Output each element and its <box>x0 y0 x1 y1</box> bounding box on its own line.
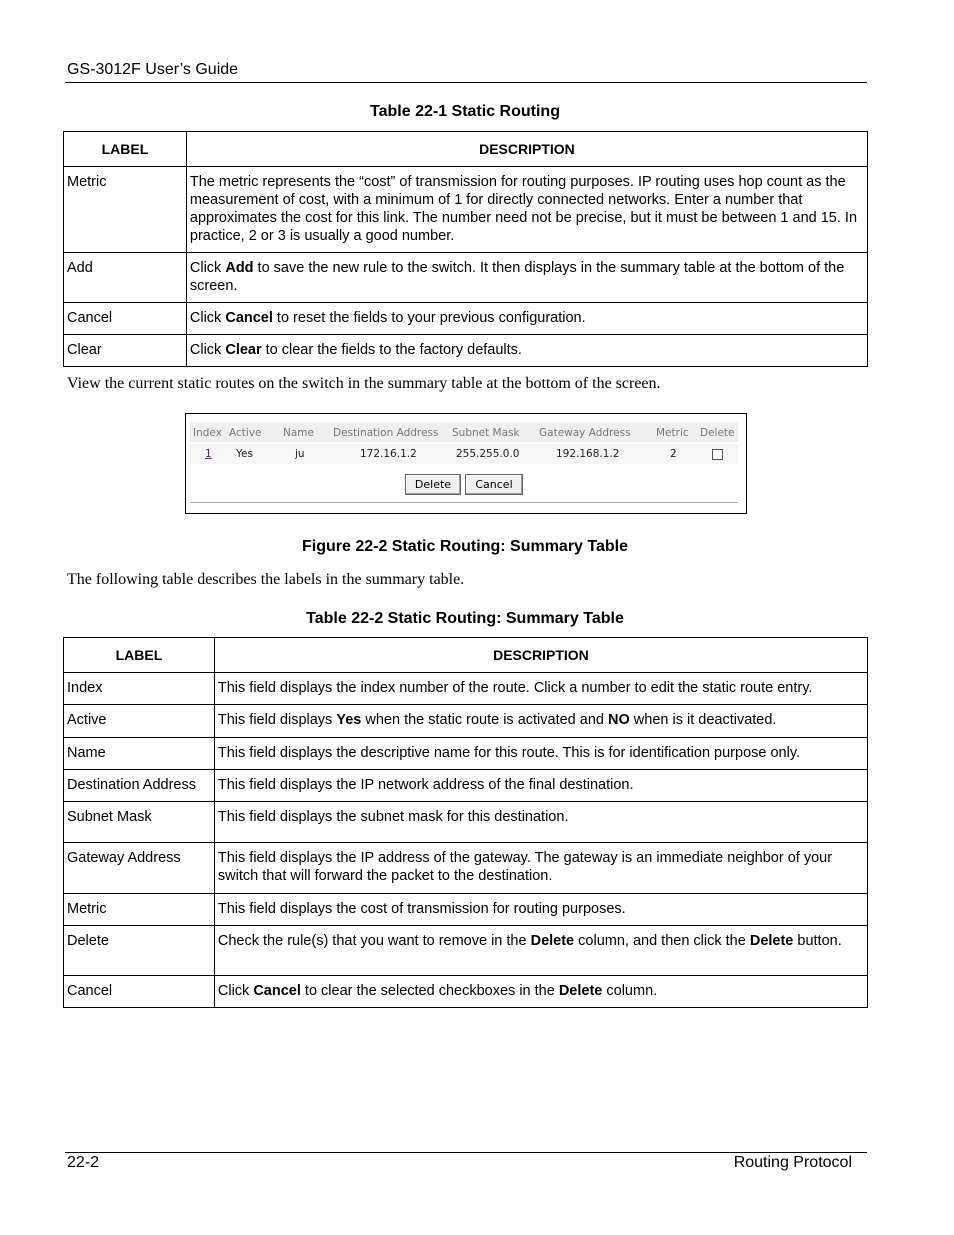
table2 <box>63 637 868 1008</box>
table-row <box>64 253 868 303</box>
table-row <box>64 926 868 976</box>
table-row <box>64 976 868 1008</box>
table2-caption: Table 22-2 Static Routing: Summary Table <box>306 610 624 627</box>
row-description: This field displays Yes when the static route is activated and NO when is it deactivated. <box>214 705 867 738</box>
route-gateway: 192.168.1.2 <box>556 448 620 460</box>
route-delete-checkbox[interactable] <box>712 449 723 460</box>
row-label: Gateway Address <box>64 843 215 894</box>
table-row <box>64 673 868 705</box>
header-title: GS-3012F User’s Guide <box>67 61 239 78</box>
row-description: Click Cancel to reset the fields to your previous configuration. <box>186 303 867 335</box>
summary-route-row <box>190 444 738 464</box>
figure-divider <box>190 502 738 503</box>
row-description: This field displays the cost of transmission for routing purposes. <box>214 894 867 926</box>
row-label: Clear <box>64 335 187 367</box>
row-description: This field displays the subnet mask for this destination. <box>214 802 867 843</box>
table-row <box>64 167 868 253</box>
row-description: Click Clear to clear the fields to the factory defaults. <box>186 335 867 367</box>
row-label: Metric <box>64 894 215 926</box>
row-description: This field displays the IP address of the gateway. The gateway is an immediate neighbor of your switch that will forward the packet to the destination. <box>214 843 867 894</box>
row-label: Subnet Mask <box>64 802 215 843</box>
row-label: Active <box>64 705 215 738</box>
row-label: Add <box>64 253 187 303</box>
row-description: The metric represents the “cost” of transmission for routing purposes. IP routing uses hop count as the measurement of cost, with a minimum of 1 for directly connected networks. Enter a number that approximates the cost for this link. The number need not be precise, but it must be between 1 and 15. In practice, 2 or 3 is usually a good number. <box>186 167 867 253</box>
row-label: Destination Address <box>64 770 215 802</box>
route-index-link[interactable]: 1 <box>205 448 212 460</box>
table1 <box>63 131 868 367</box>
header-gateway: Gateway Address <box>539 427 631 439</box>
table1-caption: Table 22-1 Static Routing <box>370 103 560 120</box>
row-description: This field displays the IP network address of the final destination. <box>214 770 867 802</box>
table-row <box>64 894 868 926</box>
route-metric: 2 <box>670 448 677 460</box>
row-description: This field displays the index number of the route. Click a number to edit the static route entry. <box>214 673 867 705</box>
table-row <box>64 738 868 770</box>
table2-description-header: DESCRIPTION <box>214 638 867 673</box>
footer-rule <box>65 1152 867 1153</box>
row-label: Metric <box>64 167 187 253</box>
header-subnet: Subnet Mask <box>452 427 520 439</box>
row-description: Click Add to save the new rule to the switch. It then displays in the summary table at the bottom of the screen. <box>186 253 867 303</box>
delete-button[interactable]: Delete <box>405 474 461 495</box>
table-row <box>64 843 868 894</box>
header-index: Index <box>193 427 222 439</box>
route-active: Yes <box>236 448 253 460</box>
row-label: Delete <box>64 926 215 976</box>
header-rule <box>65 82 867 83</box>
row-description: Click Cancel to clear the selected checkboxes in the Delete column. <box>214 976 867 1008</box>
header-destination: Destination Address <box>333 427 439 439</box>
table2-label-header: LABEL <box>64 638 215 673</box>
table-row <box>64 770 868 802</box>
table1-description-header: DESCRIPTION <box>186 132 867 167</box>
row-label: Cancel <box>64 303 187 335</box>
chapter-title: Routing Protocol <box>733 1154 852 1171</box>
page-number: 22-2 <box>67 1154 100 1171</box>
summary-table-screenshot <box>185 413 747 514</box>
row-label: Index <box>64 673 215 705</box>
table1-label-header: LABEL <box>64 132 187 167</box>
route-destination: 172.16.1.2 <box>360 448 417 460</box>
intro-paragraph: View the current static routes on the switch in the summary table at the bottom of the screen. <box>67 375 661 392</box>
table-row <box>64 303 868 335</box>
table-row <box>64 802 868 843</box>
header-active: Active <box>229 427 262 439</box>
table-row <box>64 705 868 738</box>
header-name: Name <box>283 427 314 439</box>
table-row <box>64 335 868 367</box>
row-label: Cancel <box>64 976 215 1008</box>
header-metric: Metric <box>656 427 689 439</box>
cancel-button[interactable]: Cancel <box>465 474 523 495</box>
header-delete: Delete <box>700 427 735 439</box>
route-subnet: 255.255.0.0 <box>456 448 520 460</box>
route-name: ju <box>295 448 305 460</box>
summary-intro-paragraph: The following table describes the labels in the summary table. <box>67 571 465 588</box>
figure-caption: Figure 22-2 Static Routing: Summary Table <box>302 538 628 555</box>
row-label: Name <box>64 738 215 770</box>
row-description: Check the rule(s) that you want to remove in the Delete column, and then click the Delete button. <box>214 926 867 976</box>
row-description: This field displays the descriptive name for this route. This is for identification purpose only. <box>214 738 867 770</box>
summary-header-row <box>190 422 738 442</box>
